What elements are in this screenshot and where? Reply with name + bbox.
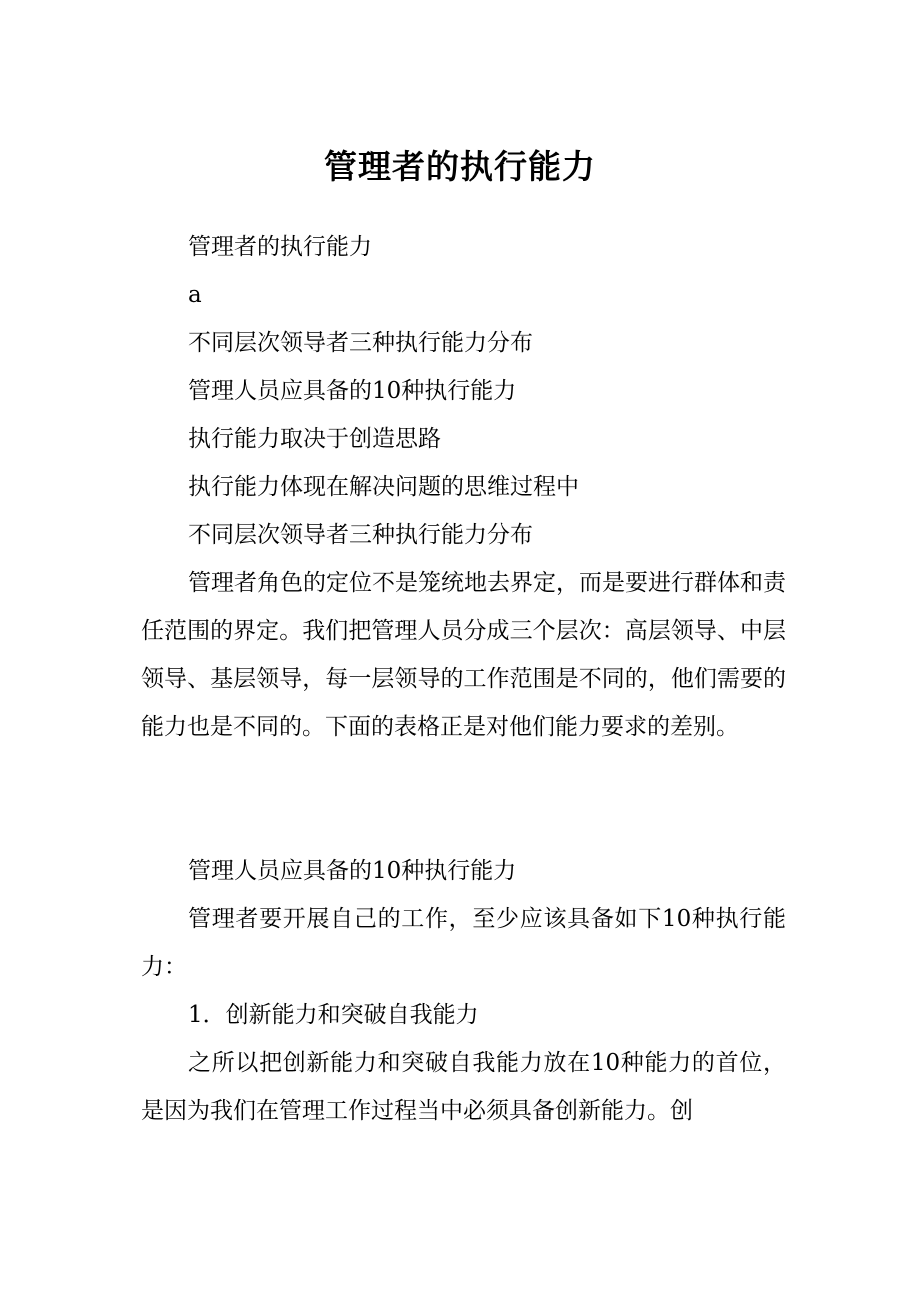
toc-line: 管理人员应具备的10种执行能力 <box>188 378 517 404</box>
body-paragraph: 管理者角色的定位不是笼统地去界定，而是要进行群体和责任范围的界定。我们把管理人员分成三个层次：高层领导、中层领导、基层领导，每一层领导的工作范围是不同的，他们需要的能力也是不同的。下面的表格正是对他们能力要求的差别。 <box>141 570 786 740</box>
section-heading: 不同层次领导者三种执行能力分布 <box>188 522 533 548</box>
toc-line: a <box>188 282 202 308</box>
list-item-heading: 1．创新能力和突破自我能力 <box>188 1002 479 1028</box>
toc-line: 执行能力取决于创造思路 <box>188 426 441 452</box>
body-paragraph: 管理者要开展自己的工作，至少应该具备如下10种执行能力： <box>141 906 786 980</box>
section-heading: 管理人员应具备的10种执行能力 <box>188 858 517 884</box>
document-body <box>141 223 786 1135</box>
toc-line: 管理者的执行能力 <box>188 234 372 260</box>
toc-line: 不同层次领导者三种执行能力分布 <box>188 330 533 356</box>
blank-space <box>141 751 786 847</box>
document-title: 管理者的执行能力 <box>324 147 596 186</box>
body-paragraph: 之所以把创新能力和突破自我能力放在10种能力的首位，是因为我们在管理工作过程当中必须具备创新能力。创 <box>141 1050 786 1124</box>
toc-line: 执行能力体现在解决问题的思维过程中 <box>188 474 579 500</box>
